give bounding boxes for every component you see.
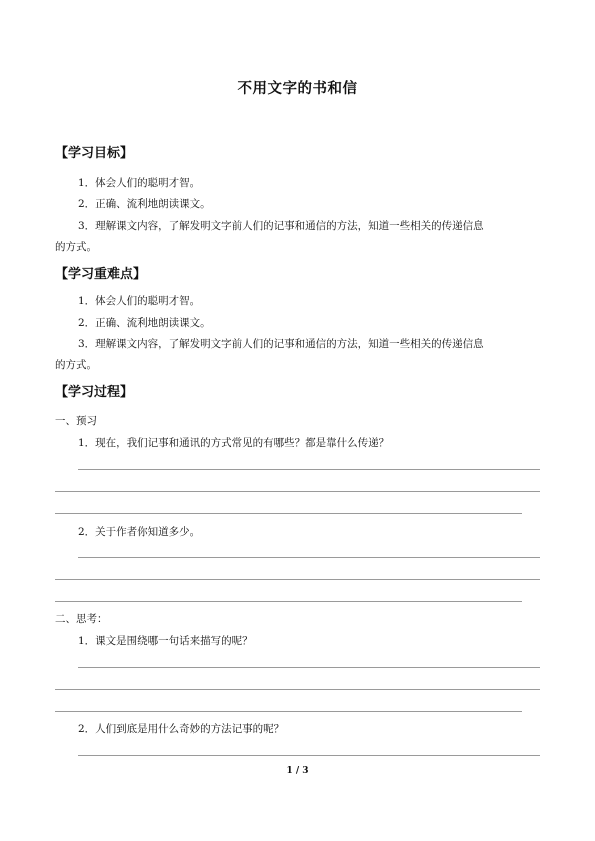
objective-item-2: 2．正确、流利地朗读课文。 (78, 198, 211, 210)
preview-question-2: 2．关于作者你知道多少。 (78, 526, 201, 538)
keypoint-item-1: 1．体会人们的聪明才智。 (78, 295, 201, 307)
section-heading-process: 【学习过程】 (55, 385, 134, 400)
preview-question-1: 1．现在，我们记事和通讯的方式常见的有哪些？都是靠什么传递？ (78, 437, 390, 449)
answer-line (55, 491, 540, 492)
page-number: 1 / 3 (286, 766, 309, 776)
keypoint-item-3: 3．理解课文内容，了解发明文字前人们的记事和通信的方法，知道一些相关的传递信息 (78, 338, 484, 350)
answer-line (78, 557, 540, 558)
answer-line (55, 601, 522, 602)
answer-line (78, 469, 540, 470)
answer-line (78, 667, 540, 668)
answer-line (78, 755, 540, 756)
document-title: 不用文字的书和信 (237, 81, 358, 97)
think-question-2: 2．人们到底是用什么奇妙的方法记事的呢？ (78, 723, 285, 735)
answer-line (55, 513, 522, 514)
keypoint-item-2: 2．正确、流利地朗读课文。 (78, 317, 211, 329)
keypoint-item-3-continued: 的方式。 (55, 359, 97, 371)
objective-item-3: 3．理解课文内容，了解发明文字前人们的记事和通信的方法，知道一些相关的传递信息 (78, 220, 484, 232)
answer-line (55, 711, 522, 712)
answer-line (55, 579, 540, 580)
think-question-1: 1．课文是围绕哪一句话来描写的呢？ (78, 635, 253, 647)
preview-label: 一、预习 (55, 415, 97, 427)
section-heading-objectives: 【学习目标】 (55, 146, 134, 161)
objective-item-3-continued: 的方式。 (55, 241, 97, 253)
objective-item-1: 1．体会人们的聪明才智。 (78, 177, 201, 189)
think-label: 二、思考： (55, 613, 108, 625)
section-heading-keypoints: 【学习重难点】 (55, 267, 147, 282)
answer-line (55, 689, 540, 690)
